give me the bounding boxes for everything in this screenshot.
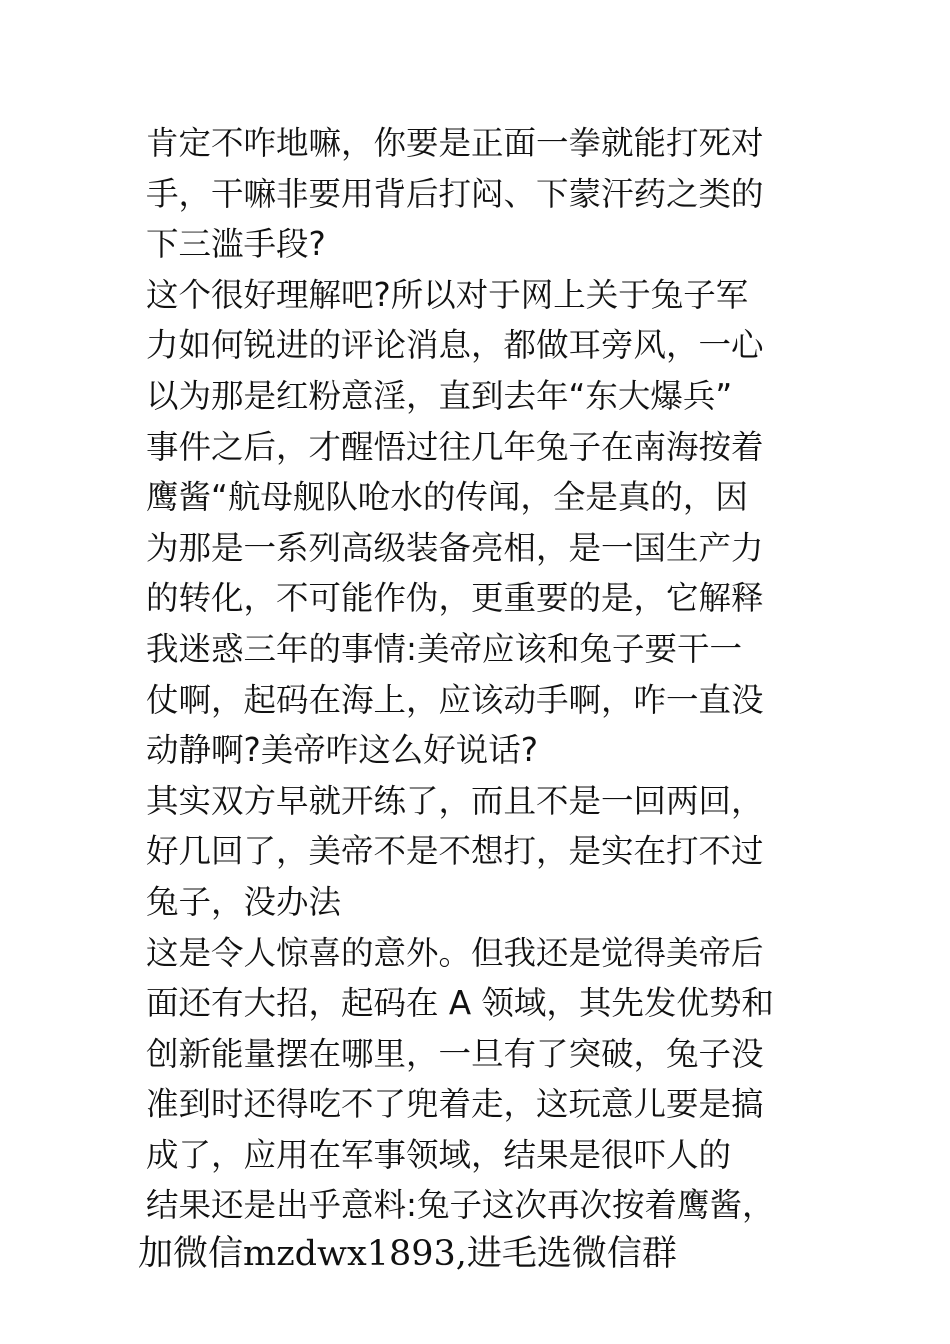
text-line: 好几回了，美帝不是不想打，是实在打不过 (146, 832, 764, 871)
text-line: 面还有大招，起码在 A 领域，其先发优势和 (146, 984, 774, 1023)
text-line: 手，干嘛非要用背后打闷、下蒙汗药之类的 (146, 174, 764, 213)
footer-note: 加微信mzdwx1893,进毛选微信群 (138, 1234, 677, 1274)
text-line: 结果还是出乎意料:兔子这次再次按着鹰酱， (146, 1186, 775, 1225)
text-line: 创新能量摆在哪里，一旦有了突破，兔子没 (146, 1034, 764, 1073)
text-line: 动静啊?美帝咋这么好说话? (146, 731, 538, 770)
text-line: 事件之后，才醒悟过往几年兔子在南海按着 (146, 427, 764, 466)
text-line: 肯定不咋地嘛，你要是正面一拳就能打死对 (146, 124, 764, 162)
text-line: 准到时还得吃不了兜着走，这玩意儿要是搞 (146, 1085, 764, 1124)
text-line: 成了，应用在军事领域，结果是很吓人的 (146, 1135, 732, 1174)
text-line: 下三滥手段? (146, 225, 326, 264)
text-line: 其实双方早就开练了，而且不是一回两回， (146, 781, 764, 820)
text-line: 仗啊，起码在海上，应该动手啊，咋一直没 (146, 680, 764, 719)
text-line: 兔子，没办法 (146, 882, 342, 921)
text-line: 以为那是红粉意淫，直到去年“东大爆兵” (146, 376, 733, 415)
body-text (146, 118, 818, 1231)
text-line: 这是令人惊喜的意外。但我还是觉得美帝后 (146, 933, 764, 972)
text-line: 鹰酱“航母舰队呛水的传闻，全是真的，因 (146, 478, 748, 517)
text-line: 的转化，不可能作伪，更重要的是，它解释 (146, 579, 764, 618)
text-line: 力如何锐进的评论消息，都做耳旁风，一心 (146, 326, 764, 365)
text-line: 这个很好理解吧?所以对于网上关于兔子军 (146, 275, 749, 314)
text-line: 我迷惑三年的事情:美帝应该和兔子要干一 (146, 629, 742, 668)
text-line: 为那是一系列高级装备亮相，是一国生产力 (146, 528, 764, 567)
